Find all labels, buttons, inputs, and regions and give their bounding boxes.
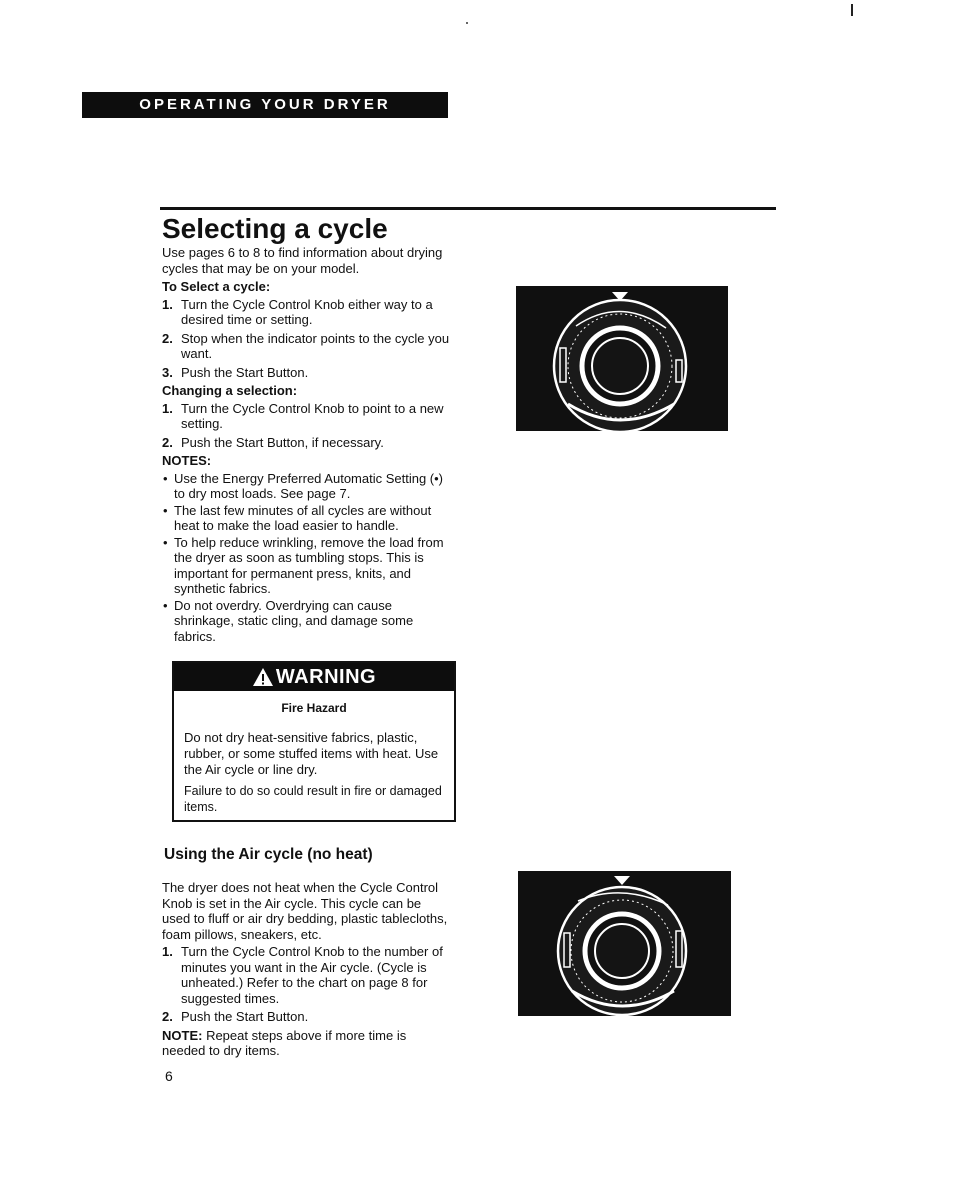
step-number: 2. <box>162 434 173 450</box>
list-item <box>162 297 452 328</box>
list-item <box>162 365 452 381</box>
warning-header <box>174 663 454 691</box>
air-cycle-intro: The dryer does not heat when the Cycle Control Knob is set in the Air cycle. This cycle can be used to fluff or air dry bedding, plastic tablecloths, foam pillows, sneakers, etc. <box>162 880 448 942</box>
step-number: 1. <box>162 944 173 959</box>
page-number: 6 <box>165 1068 173 1084</box>
scan-mark <box>851 4 853 16</box>
title-rule <box>160 207 776 210</box>
step-text: Push the Start Button. <box>181 1009 309 1024</box>
list-item <box>162 503 452 534</box>
step-number: 2. <box>162 1009 173 1024</box>
notes-heading: NOTES: <box>162 453 212 468</box>
page-title: Selecting a cycle <box>162 213 388 244</box>
step-text: Turn the Cycle Control Knob to point to a new setting. <box>181 400 444 431</box>
step-text: Stop when the indicator points to the cycle you want. <box>181 330 450 361</box>
list-item <box>162 331 452 362</box>
cycle-knob-photo <box>516 286 728 431</box>
select-cycle-steps <box>162 297 452 381</box>
step-number: 1. <box>162 296 173 312</box>
warning-body <box>174 730 454 815</box>
left-column <box>162 245 452 645</box>
step-number: 3. <box>162 364 173 380</box>
air-cycle-title: Using the Air cycle (no heat) <box>164 846 373 863</box>
dryer-knob-icon <box>518 871 731 1016</box>
note-text: Do not overdry. Overdrying can cause shrinkage, static cling, and damage some fabrics. <box>174 597 414 644</box>
warning-triangle-icon <box>252 667 274 687</box>
step-number: 2. <box>162 330 173 346</box>
section-header-text: OPERATING YOUR DRYER <box>139 96 391 113</box>
step-text: Push the Start Button, if necessary. <box>181 434 384 450</box>
note-label: NOTE: <box>162 1027 203 1043</box>
air-cycle-steps <box>162 944 452 1025</box>
hazard-label: Fire Hazard <box>281 701 347 715</box>
list-item <box>162 435 452 451</box>
warning-label: WARNING <box>275 665 377 688</box>
bullet-icon: • <box>163 502 168 518</box>
list-item <box>162 1009 452 1025</box>
dryer-knob-icon <box>516 286 728 431</box>
bullet-icon: • <box>163 597 168 613</box>
section-header-bar <box>82 92 448 118</box>
scan-speck <box>466 22 468 24</box>
bullet-icon: • <box>163 470 168 486</box>
note-text: To help reduce wrinkling, remove the load from the dryer as soon as tumbling stops. This is important for permanent press, knits, and synthetic fabrics. <box>174 534 444 596</box>
list-item <box>162 535 452 597</box>
bullet-icon: • <box>163 534 168 550</box>
warning-text-2: Failure to do so could result in fire or damaged items. <box>184 784 442 814</box>
list-item <box>162 944 452 1006</box>
list-item <box>162 401 452 432</box>
note-text: The last few minutes of all cycles are without heat to make the load easier to handle. <box>174 502 432 533</box>
select-cycle-heading: To Select a cycle: <box>162 279 271 294</box>
intro-text: Use pages 6 to 8 to find information about drying cycles that may be on your model. <box>162 245 443 276</box>
list-item <box>162 471 452 502</box>
warning-text-1: Do not dry heat-sensitive fabrics, plastic, rubber, or some stuffed items with heat. Use the Air cycle or line dry. <box>184 730 439 777</box>
air-cycle-note <box>162 1028 452 1059</box>
note-text: Repeat steps above if more time is needed to dry items. <box>162 1027 407 1058</box>
note-text: Use the Energy Preferred Automatic Setting (•) to dry most loads. See page 7. <box>174 470 444 501</box>
notes-list <box>162 471 452 645</box>
step-text: Push the Start Button. <box>181 364 309 380</box>
step-number: 1. <box>162 400 173 416</box>
changing-selection-steps <box>162 401 452 451</box>
step-text: Turn the Cycle Control Knob either way to a desired time or setting. <box>181 296 433 327</box>
step-text: Turn the Cycle Control Knob to the number of minutes you want in the Air cycle. (Cycle is unheated.) Refer to the chart on page 8 for suggested times. <box>181 944 443 1006</box>
list-item <box>162 598 452 645</box>
warning-box <box>172 661 456 822</box>
changing-selection-heading: Changing a selection: <box>162 383 298 398</box>
air-cycle-knob-photo <box>518 871 731 1016</box>
air-cycle-column <box>162 880 452 1059</box>
